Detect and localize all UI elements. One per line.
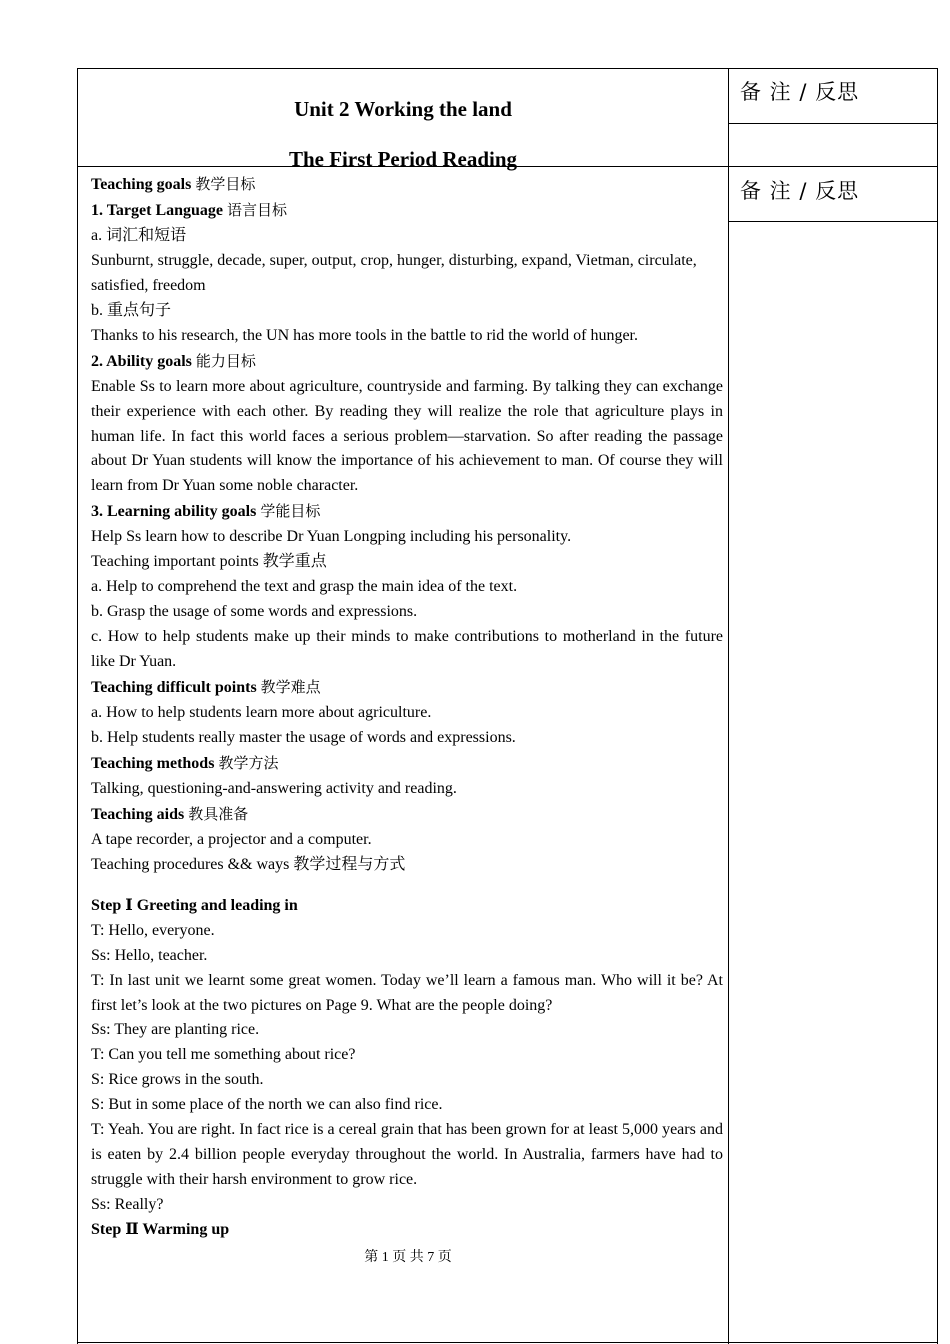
aids-text: A tape recorder, a projector and a computer. <box>91 830 372 848</box>
methods-heading <box>91 751 723 777</box>
lesson-plan-content <box>91 172 723 1243</box>
remark-label: 备 注 / 反思 <box>740 179 860 203</box>
heading-en: 1. Target Language <box>91 201 224 219</box>
ability-goals-heading <box>91 349 723 375</box>
target-language-heading <box>91 198 723 224</box>
difficult-point-a: a. How to help students learn more about agriculture. <box>91 704 432 722</box>
heading-en: Teaching goals <box>91 176 192 193</box>
key-sentence: Thanks to his research, the UN has more tools in the battle to rid the world of hunger. <box>91 326 638 344</box>
vocab-list: Sunburnt, struggle, decade, super, output, crop, hunger, disturbing, expand, Vietman, circulate, satisfied, freedom <box>91 251 697 294</box>
heading-en: 3. Learning ability goals <box>91 503 257 521</box>
dialogue-line: Ss: Hello, teacher. <box>91 946 208 964</box>
remark-divider-1 <box>728 123 938 124</box>
heading-zh: 教具准备 <box>188 804 249 823</box>
dialogue-line: S: Rice grows in the south. <box>91 1071 264 1089</box>
procedures-heading: Teaching procedures && ways 教学过程与方式 <box>91 855 406 873</box>
dialogue-line: Ss: Really? <box>91 1196 164 1214</box>
learning-goals-heading <box>91 499 723 525</box>
important-point-a: a. Help to comprehend the text and grasp the main idea of the text. <box>91 578 518 596</box>
dialogue-line: S: But in some place of the north we can also find rice. <box>91 1096 443 1114</box>
key-sentence-label: b. 重点句子 <box>91 301 172 319</box>
vocab-label: a. 词汇和短语 <box>91 226 187 244</box>
remark-label: 备 注 / 反思 <box>740 80 860 104</box>
heading-zh: 学能目标 <box>260 502 321 521</box>
heading-zh: 教学目标 <box>195 175 256 193</box>
table-border-bottom <box>77 1342 938 1343</box>
table-border-right <box>937 68 938 1344</box>
heading-zh: 能力目标 <box>195 351 256 370</box>
step-2-heading: Step Ⅱ Warming up <box>91 1221 230 1239</box>
difficult-points-heading <box>91 675 723 701</box>
table-border-left <box>77 68 78 1344</box>
important-points-heading: Teaching important points 教学重点 <box>91 553 327 571</box>
heading-zh: 语言目标 <box>227 200 288 219</box>
page-number: 第 1 页 共 7 页 <box>364 1250 452 1265</box>
important-point-c: c. How to help students make up their minds to make contributions to motherland in the future like Dr Yuan. <box>91 628 723 671</box>
heading-en: Teaching aids <box>91 805 185 823</box>
dialogue-line: T: Hello, everyone. <box>91 921 215 939</box>
dialogue-line: T: Can you tell me something about rice? <box>91 1046 356 1064</box>
important-point-b: b. Grasp the usage of some words and expressions. <box>91 603 418 621</box>
column-divider <box>728 68 729 1344</box>
ability-goals-text: Enable Ss to learn more about agriculture, countryside and farming. By talking they can exchange their experience with each other. By reading they will realize the role that agriculture plays in human life. In fact this world faces a serious problem—starvation. So after reading the passage about Dr Yuan students will know the importance of his achievement to man. Of course they will learn from Dr Yuan some noble character. <box>91 377 723 495</box>
table-border-top <box>77 68 938 69</box>
heading-en: Teaching difficult points <box>91 679 257 697</box>
unit-title: Unit 2 Working the land <box>294 97 512 121</box>
learning-goals-text: Help Ss learn how to describe Dr Yuan Longping including his personality. <box>91 528 572 546</box>
heading-en: 2. Ability goals <box>91 352 192 370</box>
heading-zh: 教学方法 <box>218 753 279 772</box>
period-title: The First Period Reading <box>288 147 518 171</box>
dialogue-line: Ss: They are planting rice. <box>91 1021 260 1039</box>
heading-zh: 教学难点 <box>260 678 321 697</box>
step-1-heading: Step Ⅰ Greeting and leading in <box>91 896 298 914</box>
difficult-point-b: b. Help students really master the usage of words and expressions. <box>91 728 516 746</box>
teaching-goals-heading <box>91 172 723 198</box>
heading-en: Teaching methods <box>91 754 215 772</box>
aids-heading <box>91 802 723 828</box>
spacer <box>91 878 723 894</box>
remark-divider-2 <box>728 221 938 222</box>
dialogue-line: T: In last unit we learnt some great women. Today we’ll learn a famous man. Who will it be? At first let’s look at the two pictures on Page 9. What are the people doing? <box>91 971 723 1014</box>
methods-text: Talking, questioning-and-answering activity and reading. <box>91 779 457 797</box>
dialogue-line: T: Yeah. You are right. In fact rice is a cereal grain that has been grown for at least 5,000 years and is eaten by 2.4 billion people everyday throughout the world. In Australia, farmers have had to struggle with their harsh environment to grow rice. <box>91 1121 723 1189</box>
